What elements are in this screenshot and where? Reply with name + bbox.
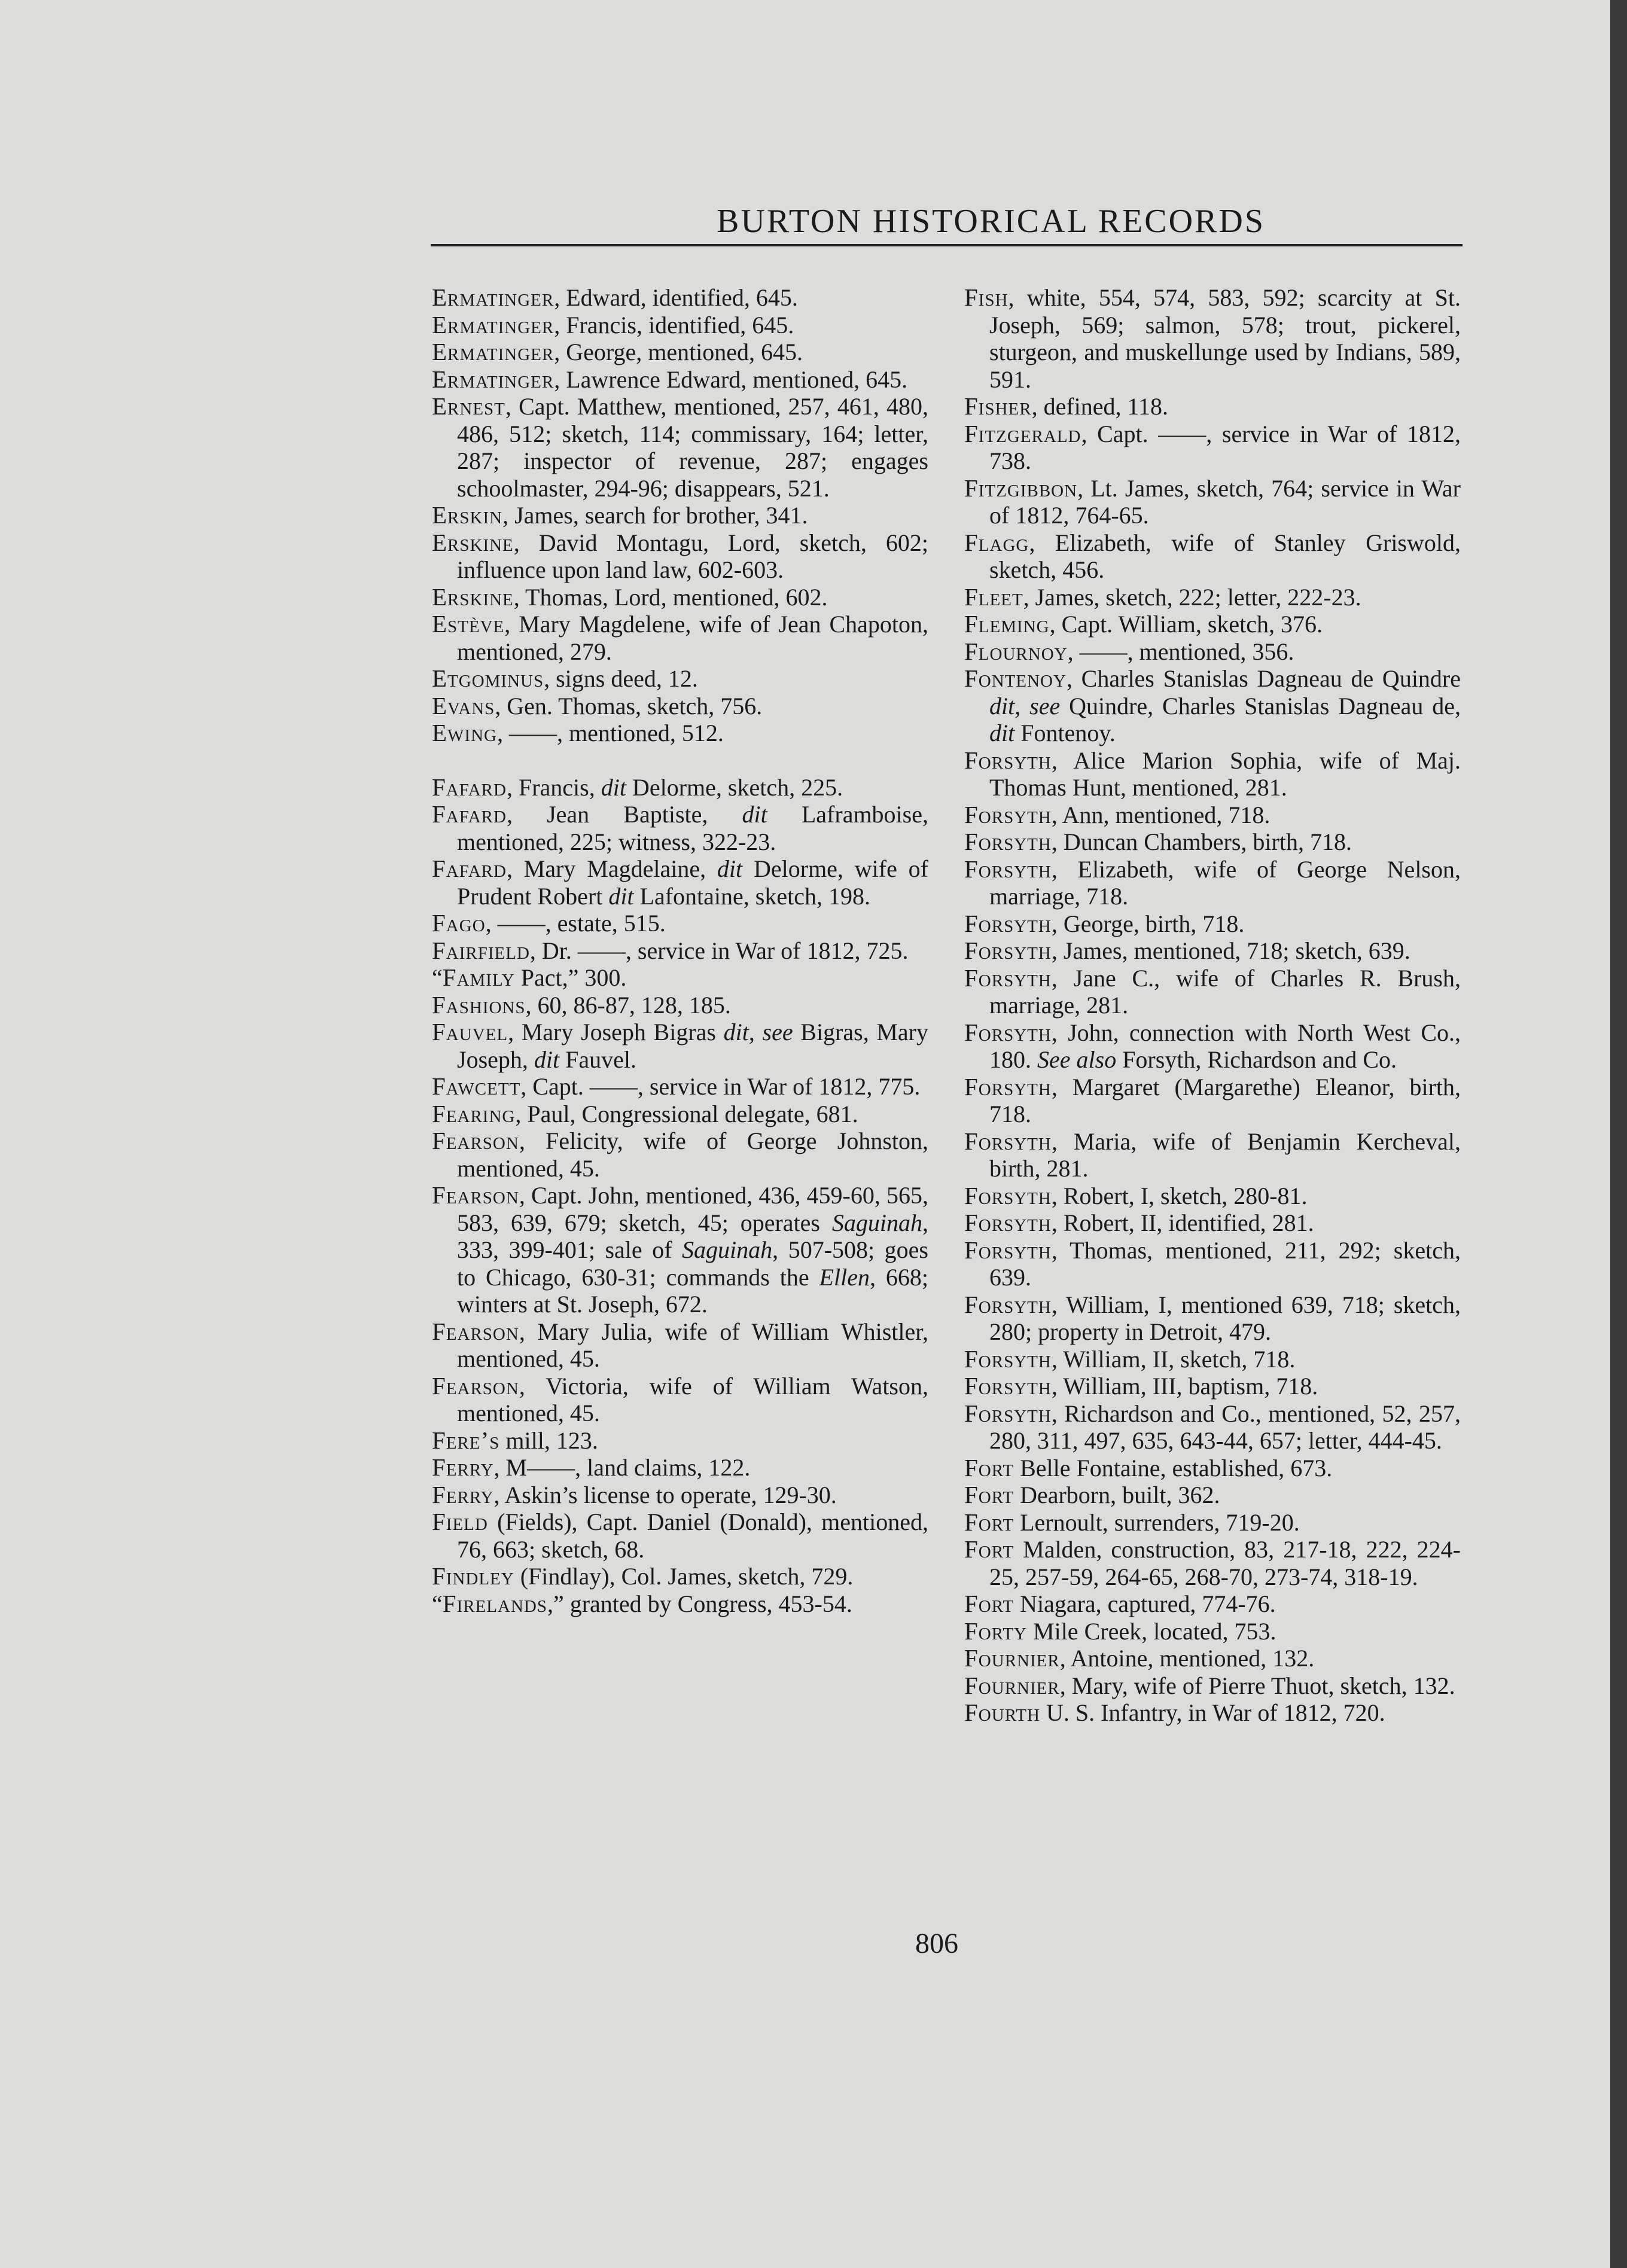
index-entry: Etgominus, signs deed, 12.: [432, 664, 698, 692]
index-entry: Erskine, Thomas, Lord, mentioned, 602.: [432, 583, 828, 611]
index-entry: “Firelands,” granted by Congress, 453-54.: [432, 1589, 852, 1617]
index-entry: Forsyth, Duncan Chambers, birth, 718.: [964, 828, 1352, 855]
index-entry: Fish, white, 554, 574, 583, 592; scarcity at St. Joseph, 569; salmon, 578; trout, pickerel, sturgeon, and muskellunge used by Indians, 589, 591.: [964, 284, 1461, 393]
index-entry: Erskine, David Montagu, Lord, sketch, 602; influence upon land law, 602-603.: [432, 528, 928, 583]
index-entry: Evans, Gen. Thomas, sketch, 756.: [432, 691, 763, 720]
index-entry: Fago, ——, estate, 515.: [432, 909, 666, 937]
index-entry: Fisher, defined, 118.: [964, 392, 1169, 420]
index-entry: Ferry, Askin’s license to operate, 129-30.: [432, 1480, 837, 1508]
index-entry: Forsyth, William, I, mentioned 639, 718; sketch, 280; property in Detroit, 479.: [964, 1290, 1461, 1345]
index-entry: Fleming, Capt. William, sketch, 376.: [964, 610, 1323, 638]
index-entry: Fleet, James, sketch, 222; letter, 222-23.: [964, 583, 1361, 611]
index-entry: Fourth U. S. Infantry, in War of 1812, 720.: [964, 1699, 1385, 1726]
index-entry: Forsyth, William, III, baptism, 718.: [964, 1372, 1318, 1400]
index-entry: Fearson, Mary Julia, wife of William Whistler, mentioned, 45.: [432, 1317, 928, 1372]
index-entry: Fitzgibbon, Lt. James, sketch, 764; service in War of 1812, 764-65.: [964, 474, 1461, 529]
index-entry: Fort Dearborn, built, 362.: [964, 1481, 1220, 1508]
index-entry: Forsyth, Elizabeth, wife of George Nelson, marriage, 718.: [964, 855, 1461, 910]
running-header: [431, 202, 1463, 246]
index-entry: Fort Lernoult, surrenders, 719-20.: [964, 1508, 1300, 1536]
page-title: BURTON HISTORICAL RECORDS: [717, 203, 1265, 240]
index-entry: Ermatinger, Edward, identified, 645.: [432, 284, 798, 311]
index-entry: Fontenoy, Charles Stanislas Dagneau de Quindre dit, see Quindre, Charles Stanislas Dagneau de, dit Fontenoy.: [964, 664, 1461, 746]
index-entry: Fitzgerald, Capt. ——, service in War of 1812, 738.: [964, 419, 1461, 474]
index-entry: Forty Mile Creek, located, 753.: [964, 1617, 1276, 1645]
index-entry: Fearson, Victoria, wife of William Watson, mentioned, 45.: [432, 1371, 928, 1426]
index-entry: Flagg, Elizabeth, wife of Stanley Griswold, sketch, 456.: [964, 528, 1461, 583]
index-entry: Forsyth, Ann, mentioned, 718.: [964, 800, 1270, 828]
index-column-left: [432, 284, 928, 1617]
index-entry: Fauvel, Mary Joseph Bigras dit, see Bigras, Mary Joseph, dit Fauvel.: [432, 1018, 928, 1073]
index-entry: Fairfield, Dr. ——, service in War of 1812, 725.: [432, 936, 909, 964]
index-entry: Fort Niagara, captured, 774-76.: [964, 1590, 1276, 1617]
index-entry: Fawcett, Capt. ——, service in War of 1812, 775.: [432, 1072, 921, 1100]
index-entry: Forsyth, Maria, wife of Benjamin Kercheval, birth, 281.: [964, 1127, 1461, 1182]
index-entry: Fearing, Paul, Congressional delegate, 681.: [432, 1099, 858, 1127]
index-entry: Fournier, Mary, wife of Pierre Thuot, sketch, 132.: [964, 1671, 1455, 1699]
index-entry: Field (Fields), Capt. Daniel (Donald), mentioned, 76, 663; sketch, 68.: [432, 1508, 928, 1563]
index-entry: Fearson, Capt. John, mentioned, 436, 459-60, 565, 583, 639, 679; sketch, 45; operates Saguinah, 333, 399-401; sale of Saguinah, 507-508; goes to Chicago, 630-31; commands the Ellen, 668; winters at St. Joseph, 672.: [432, 1181, 928, 1318]
index-entry: Ermatinger, Francis, identified, 645.: [432, 310, 794, 339]
index-entry: Forsyth, George, birth, 718.: [964, 909, 1245, 937]
index-entry: Ernest, Capt. Matthew, mentioned, 257, 461, 480, 486, 512; sketch, 114; commissary, 164; letter, 287; inspector of revenue, 287; engages schoolmaster, 294-96; disappears, 521.: [432, 392, 928, 502]
index-entry: Forsyth, John, connection with North West Co., 180. See also Forsyth, Richardson and Co.: [964, 1018, 1461, 1073]
index-entry: Forsyth, Robert, II, identified, 281.: [964, 1209, 1314, 1236]
index-entry: Forsyth, William, II, sketch, 718.: [964, 1345, 1296, 1373]
index-entry: Fafard, Mary Magdelaine, dit Delorme, wife of Prudent Robert dit Lafontaine, sketch, 198.: [432, 855, 928, 910]
index-entry: Forsyth, Thomas, mentioned, 211, 292; sketch, 639.: [964, 1236, 1461, 1291]
index-entry: Forsyth, James, mentioned, 718; sketch, 639.: [964, 937, 1410, 964]
page-edge-shadow: [1610, 0, 1627, 2268]
index-entry: Estève, Mary Magdelene, wife of Jean Chapoton, mentioned, 279.: [432, 610, 928, 665]
index-entry: Forsyth, Margaret (Margarethe) Eleanor, birth, 718.: [964, 1072, 1461, 1127]
index-entry: Fafard, Jean Baptiste, dit Laframboise, mentioned, 225; witness, 322-23.: [432, 800, 928, 855]
index-entry: Ermatinger, Lawrence Edward, mentioned, 645.: [432, 365, 908, 393]
index-entry: Ermatinger, George, mentioned, 645.: [432, 338, 803, 365]
index-entry: Findley (Findlay), Col. James, sketch, 729.: [432, 1562, 854, 1590]
index-entry: Fearson, Felicity, wife of George Johnston, mentioned, 45.: [432, 1127, 928, 1182]
page-number: 806: [915, 1928, 958, 1959]
index-column-right: [964, 284, 1461, 1727]
index-entry: Flournoy, ——, mentioned, 356.: [964, 637, 1294, 665]
index-entry: Forsyth, Richardson and Co., mentioned, 52, 257, 280, 311, 497, 635, 643-44, 657; letter, 444-45.: [964, 1399, 1461, 1454]
index-entry: Fournier, Antoine, mentioned, 132.: [964, 1644, 1315, 1672]
index-entry: Ewing, ——, mentioned, 512.: [432, 719, 724, 746]
index-entry: Fashions, 60, 86-87, 128, 185.: [432, 990, 731, 1019]
index-entry: Forsyth, Robert, I, sketch, 280-81.: [964, 1181, 1308, 1209]
index-entry: Ferry, M——, land claims, 122.: [432, 1453, 751, 1481]
index-entry: Fere’s mill, 123.: [432, 1426, 598, 1454]
index-entry: Forsyth, Alice Marion Sophia, wife of Maj. Thomas Hunt, mentioned, 281.: [964, 746, 1461, 801]
index-entry: Fort Belle Fontaine, established, 673.: [964, 1453, 1333, 1481]
index-entry: Forsyth, Jane C., wife of Charles R. Brush, marriage, 281.: [964, 964, 1461, 1019]
index-entry: “Family Pact,” 300.: [432, 964, 627, 991]
index-entry: Fafard, Francis, dit Delorme, sketch, 225.: [432, 773, 843, 801]
index-entry: Erskin, James, search for brother, 341.: [432, 501, 808, 529]
section-gap: [432, 747, 928, 774]
index-entry: Fort Malden, construction, 83, 217-18, 222, 224-25, 257-59, 264-65, 268-70, 273-74, 318-19.: [964, 1535, 1461, 1590]
